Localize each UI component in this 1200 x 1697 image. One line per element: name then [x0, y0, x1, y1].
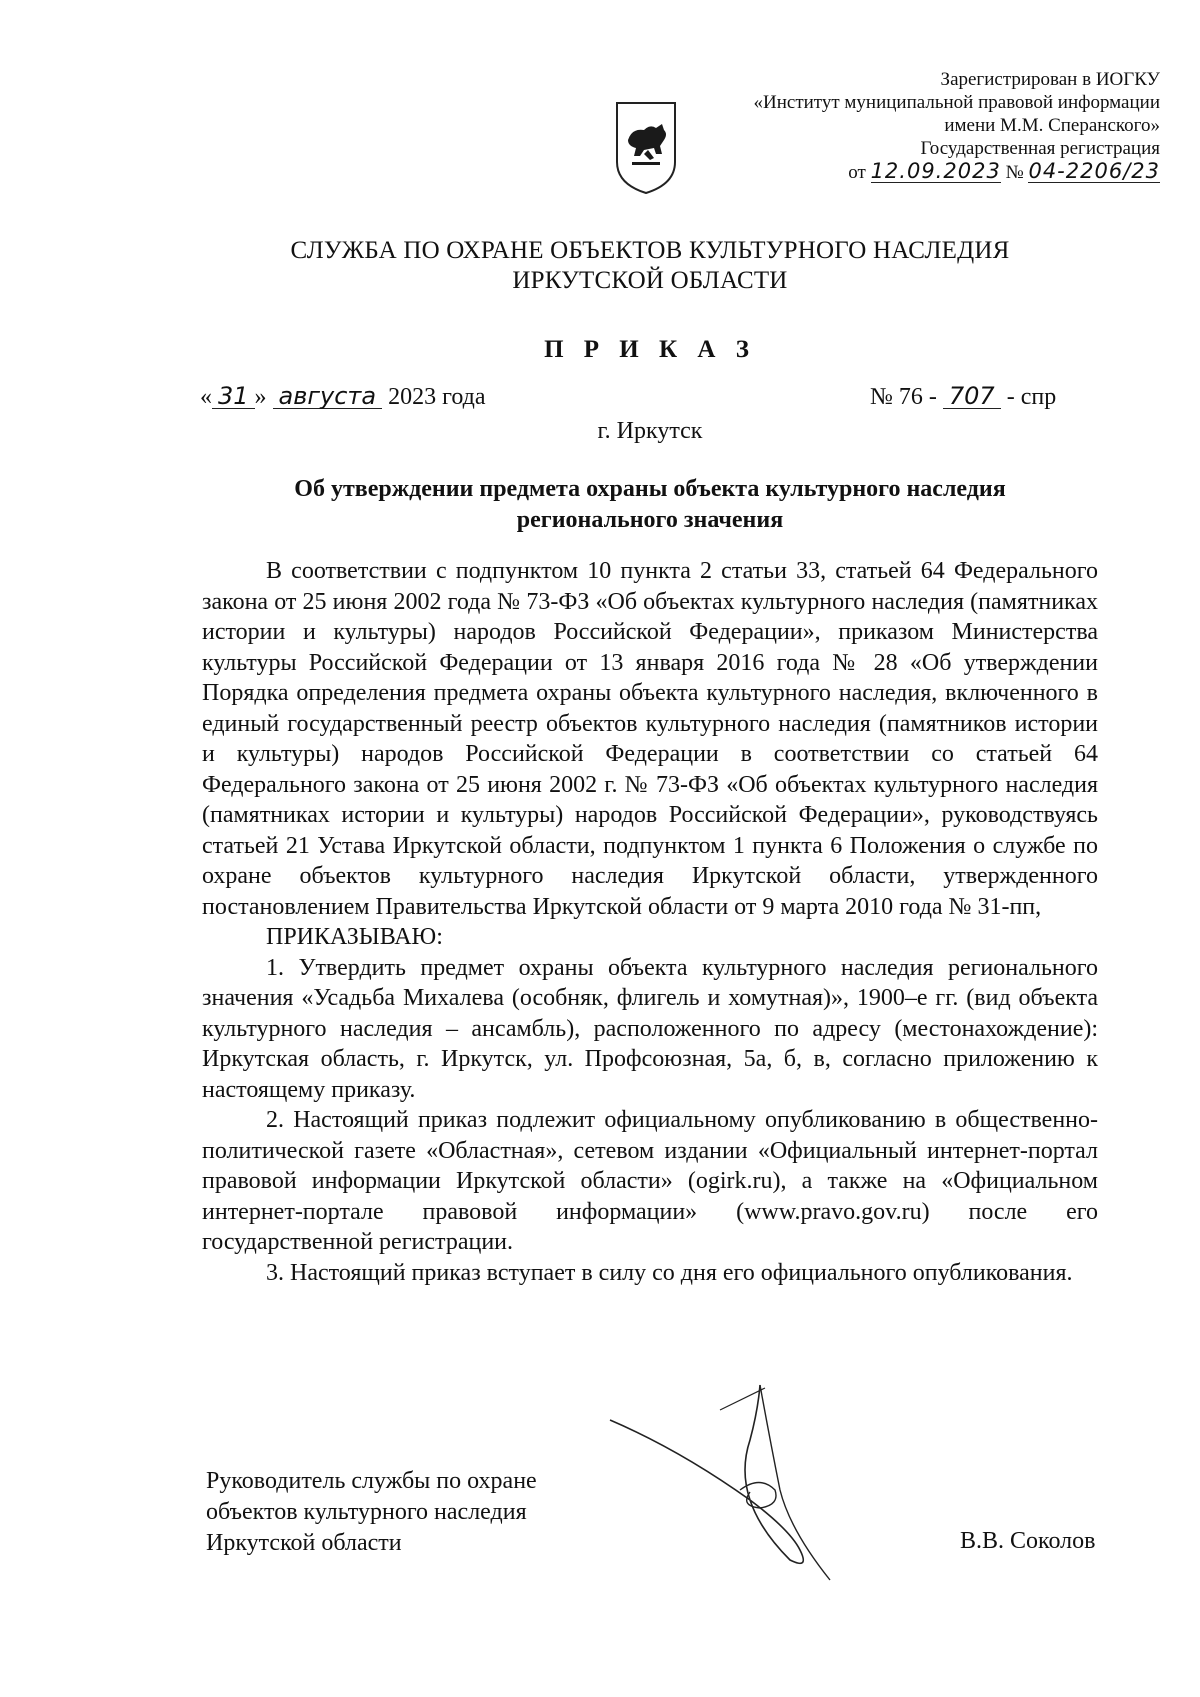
- handwritten-signature: [600, 1380, 930, 1590]
- order-year: 2023 года: [388, 384, 486, 410]
- signatory-position-line-3: Иркутской области: [206, 1530, 402, 1556]
- registration-number-label: №: [1005, 162, 1024, 183]
- registration-number: 04-2206/23: [1028, 159, 1160, 183]
- document-type: П Р И К А З: [544, 336, 756, 363]
- order-body: [202, 556, 1098, 1288]
- order-number: [870, 384, 1056, 411]
- irkutsk-coat-of-arms-icon: [614, 100, 678, 196]
- order-number-suffix: - спр: [1006, 384, 1057, 410]
- order-preamble: В соответствии с подпунктом 10 пункта 2 статьи 33, статьей 64 Федерального закона от 25 июня 2002 года № 73-ФЗ «Об объектах культурного наследия (памятниках истории и культуры) народов Российской Федерации», приказом Министерства культуры Российской Федерации от 13 января 2016 года № 28 «Об утверждении Порядка определения предмета охраны объекта культурного наследия, включенного в единый государственный реестр объектов культурного наследия (памятников истории и культуры) народов Российской Федерации в соответствии со статьей 64 Федерального закона от 25 июня 2002 г. № 73-ФЗ «Об объектах культурного наследия (памятниках истории и культуры) народов Российской Федерации», руководствуясь статьей 21 Устава Иркутской области, подпунктом 1 пункта 6 Положения о службе по охране объектов культурного наследия Иркутской области, утвержденного постановлением Правительства Иркутской области от 9 марта 2010 года № 31-пп,: [202, 558, 1098, 920]
- registration-from-label: от: [848, 162, 866, 183]
- registration-stamp: [690, 68, 1160, 184]
- order-title-line-1: Об утверждении предмета охраны объекта культурного наследия: [294, 476, 1006, 502]
- order-title: [200, 474, 1100, 536]
- signatory-position: [206, 1466, 537, 1559]
- registration-line-3: имени М.М. Сперанского»: [944, 115, 1160, 136]
- registration-line-1: Зарегистрирован в ИОГКУ: [940, 69, 1160, 90]
- organization-name-line-2: ИРКУТСКОЙ ОБЛАСТИ: [512, 267, 788, 294]
- organization-name: [200, 236, 1100, 296]
- order-city: г. Иркутск: [597, 418, 703, 444]
- order-day: 31: [212, 384, 255, 409]
- order-title-line-2: регионального значения: [516, 507, 784, 533]
- order-date: [200, 384, 486, 411]
- date-close-quote: »: [254, 384, 267, 410]
- order-number-prefix: № 76 -: [870, 384, 937, 410]
- signatory-position-line-2: объектов культурного наследия: [206, 1499, 527, 1525]
- signatory-name: В.В. Соколов: [960, 1528, 1096, 1554]
- registration-line-2: «Институт муниципальной правовой информации: [753, 92, 1160, 113]
- order-number-value: 707: [943, 384, 1001, 409]
- registration-line-4: Государственная регистрация: [920, 138, 1160, 159]
- order-item-2: 2. Настоящий приказ подлежит официальному опубликованию в общественно-политической газете «Областная», сетевом издании «Официальный интернет-портал правовой информации Иркутской области» (ogirk.ru), а также на «Официальном интернет-портале правовой информации» (www.pravo.gov.ru) после его государственной регистрации.: [202, 1107, 1098, 1255]
- order-word: ПРИКАЗЫВАЮ:: [266, 924, 443, 950]
- organization-name-line-1: СЛУЖБА ПО ОХРАНЕ ОБЪЕКТОВ КУЛЬТУРНОГО НАСЛЕДИЯ: [290, 237, 1010, 264]
- order-item-1: 1. Утвердить предмет охраны объекта культурного наследия регионального значения «Усадьба Михалева (особняк, флигель и хомутная)», 1900–е гг. (вид объекта культурного наследия – ансамбль), расположенного по адресу (местонахождение): Иркутская область, г. Иркутск, ул. Профсоюзная, 5а, б, в, согласно приложению к настоящему приказу.: [202, 954, 1098, 1103]
- order-item-3: 3. Настоящий приказ вступает в силу со дня его официального опубликования.: [266, 1259, 1073, 1286]
- registration-number-line: [690, 160, 1160, 184]
- order-month: августа: [273, 384, 383, 409]
- registration-date: 12.09.2023: [870, 159, 1001, 183]
- signatory-position-line-1: Руководитель службы по охране: [206, 1468, 537, 1494]
- date-open-quote: «: [200, 384, 212, 410]
